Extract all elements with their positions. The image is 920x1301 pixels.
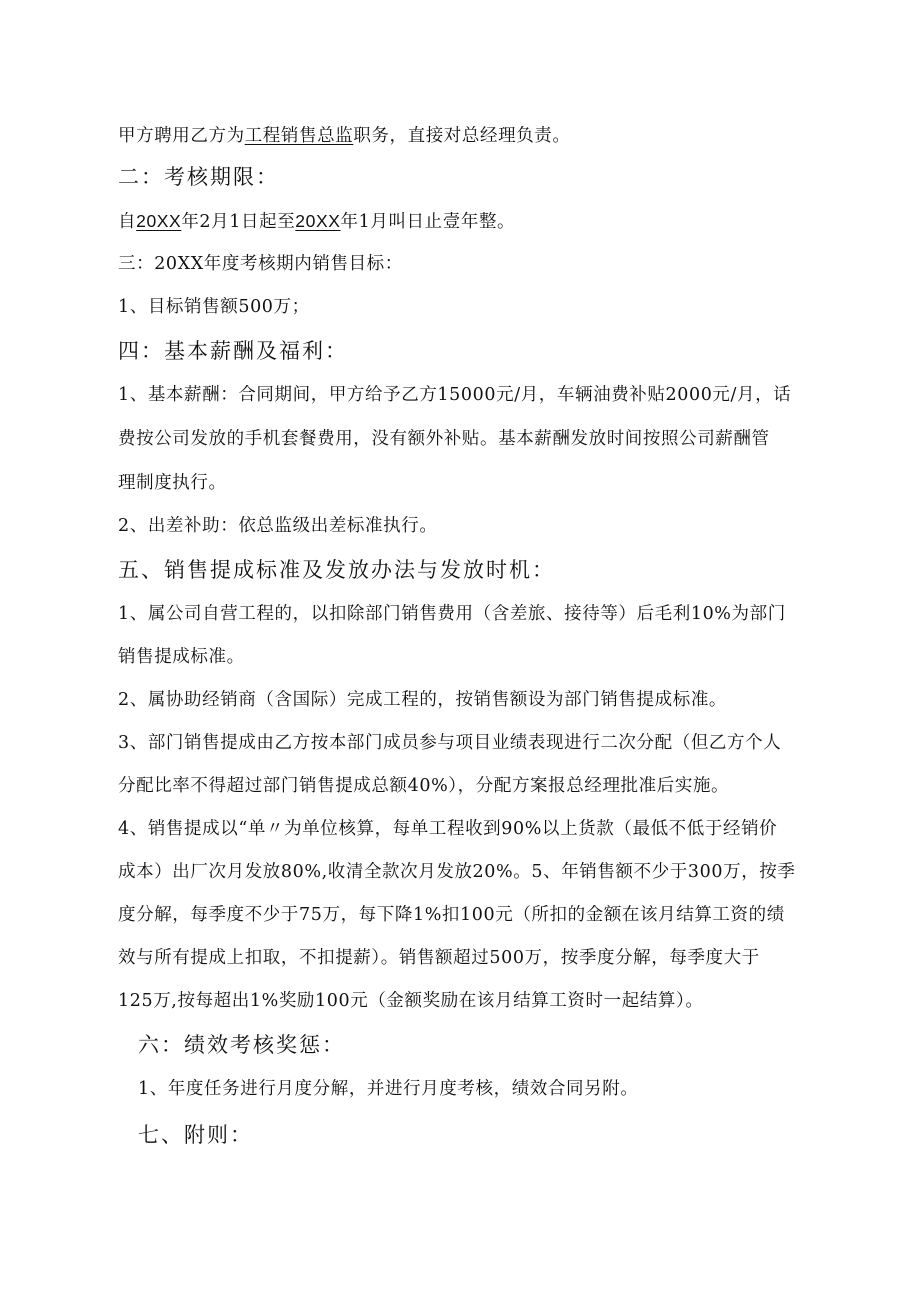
heading-assessment-period: 二：考核期限：: [118, 165, 279, 189]
heading-salary-benefits: 四：基本薪酬及福利：: [118, 339, 348, 363]
paragraph-salary-line-2: 费按公司发放的手机套餐费用，没有额外补贴。基本薪酬发放时间按照公司薪酬管: [118, 429, 770, 449]
paragraph-commission-line-6: 4、销售提成以“单〃为单位核算，每单工程收到90%以上货款（最低不低于经销价: [118, 819, 778, 839]
year-end: 20XX: [295, 211, 341, 231]
paragraph-commission-line-8: 度分解，每季度不少于75万，每下降1%扣100元（所扣的金额在该月结算工资的绩: [118, 905, 785, 925]
text: 甲方聘用乙方为: [118, 126, 245, 146]
heading-commission: 五、销售提成标准及发放办法与发放时机：: [118, 558, 555, 582]
paragraph-commission-line-7: 成本）出厂次月发放80%,收清全款次月发放20%。5、年销售额不少于300万，按季: [118, 862, 796, 882]
paragraph-commission-line-3: 2、属协助经销商（含国际）完成工程的，按销售额设为部门销售提成标准。: [118, 690, 728, 710]
paragraph-appointment: [118, 128, 571, 146]
job-title: 工程销售总监: [244, 126, 354, 146]
paragraph-performance: 1、年度任务进行月度分解，并进行月度考核，绩效合同另附。: [138, 1079, 639, 1099]
paragraph-commission-line-9: 效与所有提成上扣取，不扣提薪）。销售额超过500万，按季度分解，每季度大于: [118, 948, 760, 968]
heading-supplementary: 七、附则：: [138, 1123, 253, 1147]
paragraph-salary-line-3: 理制度执行。: [118, 473, 227, 493]
paragraph-commission-line-5: 分配比率不得超过部门销售提成总额40%），分配方案报总经理批准后实施。: [118, 776, 730, 796]
paragraph-commission-line-1: 1、属公司自营工程的，以扣除部门销售费用（含差旅、接待等）后毛利10%为部门: [118, 604, 786, 624]
heading-sales-target: 三：20XX年度考核期内销售目标：: [118, 254, 403, 274]
paragraph-commission-line-10: 125万,按每超出1%奖励100元（金额奖励在该月结算工资时一起结算）。: [118, 991, 704, 1011]
text: 年2月1日起至: [181, 212, 296, 232]
text: 职务，直接对总经理负责。: [353, 126, 571, 146]
paragraph-travel-allowance: 2、出差补助：依总监级出差标准执行。: [118, 516, 438, 536]
paragraph-commission-line-2: 销售提成标准。: [118, 647, 245, 667]
paragraph-target: 1、目标销售额500万；: [118, 297, 310, 317]
paragraph-commission-line-4: 3、部门销售提成由乙方按本部门成员参与项目业绩表现进行二次分配（但乙方个人: [118, 733, 782, 753]
heading-performance: 六：绩效考核奖惩：: [138, 1033, 345, 1057]
text: 自: [118, 212, 137, 232]
paragraph-salary-line-1: 1、基本薪酬：合同期间，甲方给予乙方15000元/月，车辆油费补贴2000元/月，话: [118, 385, 792, 405]
paragraph-period: [118, 213, 515, 232]
text: 年1月叫日止壹年整。: [340, 212, 516, 232]
year-start: 20XX: [136, 211, 182, 231]
